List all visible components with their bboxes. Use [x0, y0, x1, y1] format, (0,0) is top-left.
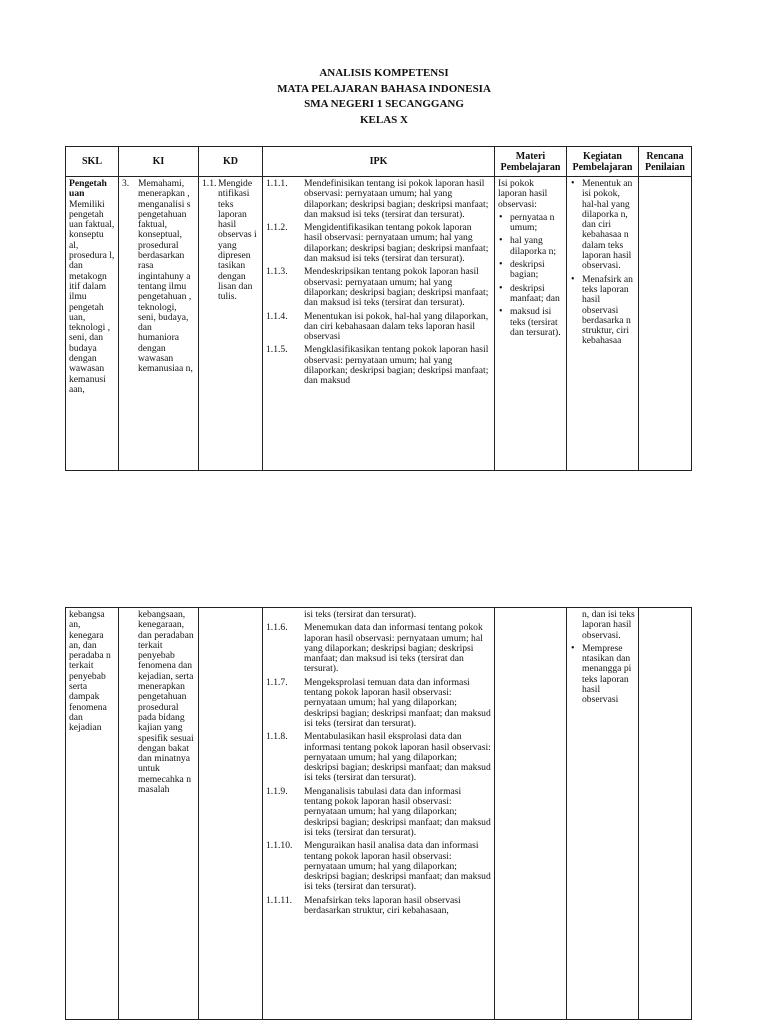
kd-cell [199, 177, 263, 471]
doc-subject: MATA PELAJARAN BAHASA INDONESIA [277, 82, 491, 95]
header-ki: KI [119, 147, 199, 177]
skl-cell [66, 177, 119, 471]
kegiatan-cell [567, 608, 639, 1020]
list-item: • Menentuk an isi pokok, hal-hal yang dilaporka n, dan ciri kebahasaa n dalam teks laporan hasil observasi. [582, 179, 635, 272]
skl-text: kebangsa an, kenegara an, dan peradaba n terkait penyebab serta dampak fenomena dan kejadian [69, 609, 111, 734]
skl-cell [66, 608, 119, 1020]
ipk-item: 1.1.10. Menguraikan hasil analisa data dan informasi tentang pokok laporan hasil observasi: pernyataan umum; hal yang dilaporkan; deskripsi bagian; deskripsi manfaat; dan maksud isi teks (tersirat dan tersurat). [266, 840, 491, 893]
list-item: • deskripsi bagian; [510, 260, 563, 281]
materi-cell [495, 608, 567, 1020]
kegiatan-list [570, 644, 635, 706]
rencana-cell [639, 177, 692, 471]
list-item: • deskripsi manfaat; dan [510, 284, 563, 305]
competency-table-page-2 [65, 607, 692, 1020]
kd-text: Mengide ntifikasi teks laporan hasil observas i yang dipresen tasikan dengan lisan dan tulis. [218, 178, 257, 303]
list-item: • hal yang dilaporka n; [510, 236, 563, 257]
list-item: • Menafsirk an teks laporan hasil observasi berdasarka n struktur, ciri kebahasaa [582, 275, 635, 347]
ipk-item: 1.1.5. Mengklasifikasikan tentang pokok laporan hasil observasi: pernyataan umum; hal yang dilaporkan; deskripsi bagian; deskripsi manfaat; dan maksud [266, 344, 489, 387]
kegiatan-continuation: n, dan isi teks laporan hasil observasi. [582, 609, 635, 641]
ipk-item: 1.1.8. Mentabulasikan hasil eksprolasi data dan informasi tentang pokok laporan hasil observasi: pernyataan umum; hal yang dilaporkan; deskripsi bagian; deskripsi manfaat; dan maksud isi teks (tersirat dan tersurat). [266, 731, 491, 784]
header-ipk: IPK [263, 147, 495, 177]
materi-cell [495, 177, 567, 471]
ipk-item: 1.1.7. Mengeksprolasi temuan data dan informasi tentang pokok laporan hasil observasi: pernyataan umum; hal yang dilaporkan; deskripsi bagian; deskripsi manfaat; dan maksud isi teks (tersirat dan tersurat). [266, 676, 491, 729]
list-item: • maksud isi teks (tersirat dan tersurat). [510, 307, 563, 338]
materi-list [498, 213, 563, 338]
ipk-cell [263, 608, 495, 1020]
ipk-item: 1.1.1. Mendefinisikan tentang isi pokok laporan hasil observasi: pernyataan umum; hal yang dilaporkan; deskripsi bagian; deskripsi manfaat; dan maksud isi teks (tersirat dan tersurat). [266, 178, 489, 220]
ki-number: 3. [122, 178, 130, 189]
table-row [66, 177, 692, 471]
doc-class: KELAS X [360, 113, 408, 126]
kegiatan-list [570, 179, 635, 347]
ki-cell [119, 608, 199, 1020]
ipk-item: 1.1.11. Menafsirkan teks laporan hasil observasi berdasarkan struktur, ciri kebahasaan, [266, 894, 461, 917]
materi-intro: Isi pokok laporan hasil observasi: [498, 178, 548, 210]
doc-title: ANALISIS KOMPETENSI [319, 67, 449, 79]
doc-school: SMA NEGERI 1 SECANGGANG [304, 98, 464, 110]
ipk-item: 1.1.2. Mengidentifikasikan tentang pokok laporan hasil observasi: pernyataan umum; hal yang dilaporkan; deskripsi bagian; deskripsi manfaat; dan maksud isi teks (tersirat dan tersurat). [266, 222, 489, 265]
skl-text: Memiliki pengetah uan faktual, konseptu al, prosedura l, dan metakogn itif dalam ilmu pengetah uan, teknologi , seni, dan budaya dengan wawasan kemanusi aan, [69, 198, 115, 395]
ki-text: Memahami, menerapkan , menganalisi s pengetahuan faktual, konseptual, prosedural berdasarkan rasa ingintahuny a tentang ilmu pengetahuan , teknologi, seni, budaya, dan humaniora dengan wawasan kemanusiaa n, [138, 178, 193, 375]
document-titles [0, 66, 768, 128]
rencana-cell [639, 608, 692, 1020]
ipk-item: isi teks (tersirat dan tersurat). [304, 609, 417, 620]
competency-table-page-1 [65, 146, 692, 471]
list-item: • Mempresе ntasikan dan menangga pi teks laporan hasil observasi [582, 644, 635, 706]
ki-cell [119, 177, 199, 471]
kd-cell [199, 608, 263, 1020]
ipk-item: 1.1.6. Menemukan data dan informasi tentang pokok laporan hasil observasi: pernyataan umum; hal yang dilaporkan; deskripsi bagian; deskripsi manfaat; dan maksud isi teks (tersirat dan tersurat). [266, 622, 483, 675]
ipk-cell [263, 177, 495, 471]
header-skl: SKL [66, 147, 119, 177]
list-item: • pernyataa n umum; [510, 213, 563, 234]
table-row [66, 608, 692, 1020]
ipk-item: 1.1.3. Mendeskripsikan tentang pokok laporan hasil observasi: pernyataan umum; hal yang dilaporkan; deskripsi bagian; deskripsi manfaat; dan maksud isi teks (tersirat dan tersurat). [266, 266, 489, 309]
header-kd: KD [199, 147, 263, 177]
kegiatan-cell [567, 177, 639, 471]
kd-number: 1.1. [202, 178, 217, 189]
header-materi: Materi Pembelajaran [495, 147, 567, 177]
ipk-item: 1.1.4. Menentukan isi pokok, hal-hal yang dilaporkan, dan ciri kebahasaan dalam teks laporan hasil observasi [266, 310, 489, 343]
skl-title: Pengetah uan [69, 178, 107, 200]
ipk-item: 1.1.9. Menganalisis tabulasi data dan informasi tentang pokok laporan hasil observasi: pernyataan umum; hal yang dilaporkan; deskripsi bagian; deskripsi manfaat; dan maksud isi teks (tersirat dan tersurat). [266, 785, 491, 838]
header-rencana: Rencana Penilaian [639, 147, 692, 177]
ki-text: kebangsaan, kenegaraan, dan peradaban terkait penyebab fenomena dan kejadian, serta menerapkan pengetahuan prosedural pada bidang kajian yang spesifik sesuai dengan bakat dan minatnya untuk memecahka n masalah [138, 609, 194, 796]
table-header-row [66, 147, 692, 177]
header-kegiatan: Kegiatan Pembelajaran [567, 147, 639, 177]
